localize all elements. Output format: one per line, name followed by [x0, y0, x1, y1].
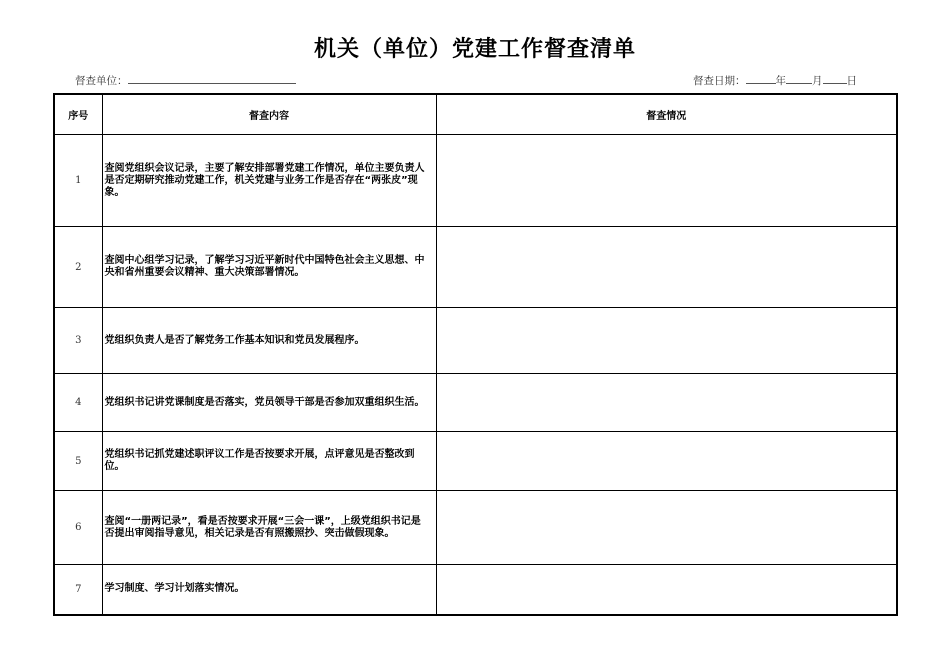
row-status-cell[interactable] [436, 491, 897, 565]
row-status-cell[interactable] [436, 374, 897, 432]
table-row [54, 565, 897, 615]
year-blank[interactable] [746, 72, 776, 84]
row-seq: 3 [54, 308, 102, 374]
inspection-date-field [693, 72, 857, 88]
row-status-cell[interactable] [436, 135, 897, 227]
row-content: 查阅“一册两记录”，看是否按要求开展“三会一课”，上级党组织书记是否提出审阅指导意见，相关记录是否有照搬照抄、突击做假现象。 [102, 491, 436, 565]
row-content: 学习制度、学习计划落实情况。 [102, 565, 436, 615]
row-status-cell[interactable] [436, 432, 897, 491]
row-status-cell[interactable] [436, 565, 897, 615]
table-row [54, 432, 897, 491]
header-content: 督查内容 [102, 94, 436, 135]
row-content: 党组织书记讲党课制度是否落实，党员领导干部是否参加双重组织生活。 [102, 374, 436, 432]
day-blank[interactable] [823, 72, 847, 84]
row-seq: 7 [54, 565, 102, 615]
row-content: 党组织负责人是否了解党务工作基本知识和党员发展程序。 [102, 308, 436, 374]
inspection-table [53, 93, 898, 616]
row-content: 查阅中心组学习记录，了解学习习近平新时代中国特色社会主义思想、中央和省州重要会议精神、重大决策部署情况。 [102, 227, 436, 308]
inspection-unit-blank[interactable] [128, 72, 296, 84]
row-seq: 6 [54, 491, 102, 565]
row-seq: 4 [54, 374, 102, 432]
header-seq: 序号 [54, 94, 102, 135]
table-row [54, 135, 897, 227]
row-seq: 5 [54, 432, 102, 491]
inspection-unit-label: 督查单位： [75, 75, 128, 87]
table-row [54, 308, 897, 374]
inspection-unit-field [75, 72, 296, 88]
table-row [54, 374, 897, 432]
month-label: 月 [812, 75, 823, 87]
header-status: 督查情况 [436, 94, 897, 135]
inspection-date-label: 督查日期： [693, 75, 746, 87]
page-title: 机关（单位）党建工作督查清单 [313, 37, 636, 62]
row-status-cell[interactable] [436, 308, 897, 374]
month-blank[interactable] [786, 72, 812, 84]
row-status-cell[interactable] [436, 227, 897, 308]
day-label: 日 [846, 75, 857, 87]
row-content: 查阅党组织会议记录，主要了解安排部署党建工作情况，单位主要负责人是否定期研究推动党建工作，机关党建与业务工作是否存在“两张皮”现象。 [102, 135, 436, 227]
row-seq: 1 [54, 135, 102, 227]
table-row [54, 227, 897, 308]
year-label: 年 [775, 75, 786, 87]
table-row [54, 491, 897, 565]
row-content: 党组织书记抓党建述职评议工作是否按要求开展，点评意见是否整改到位。 [102, 432, 436, 491]
table-header-row [54, 94, 897, 135]
row-seq: 2 [54, 227, 102, 308]
